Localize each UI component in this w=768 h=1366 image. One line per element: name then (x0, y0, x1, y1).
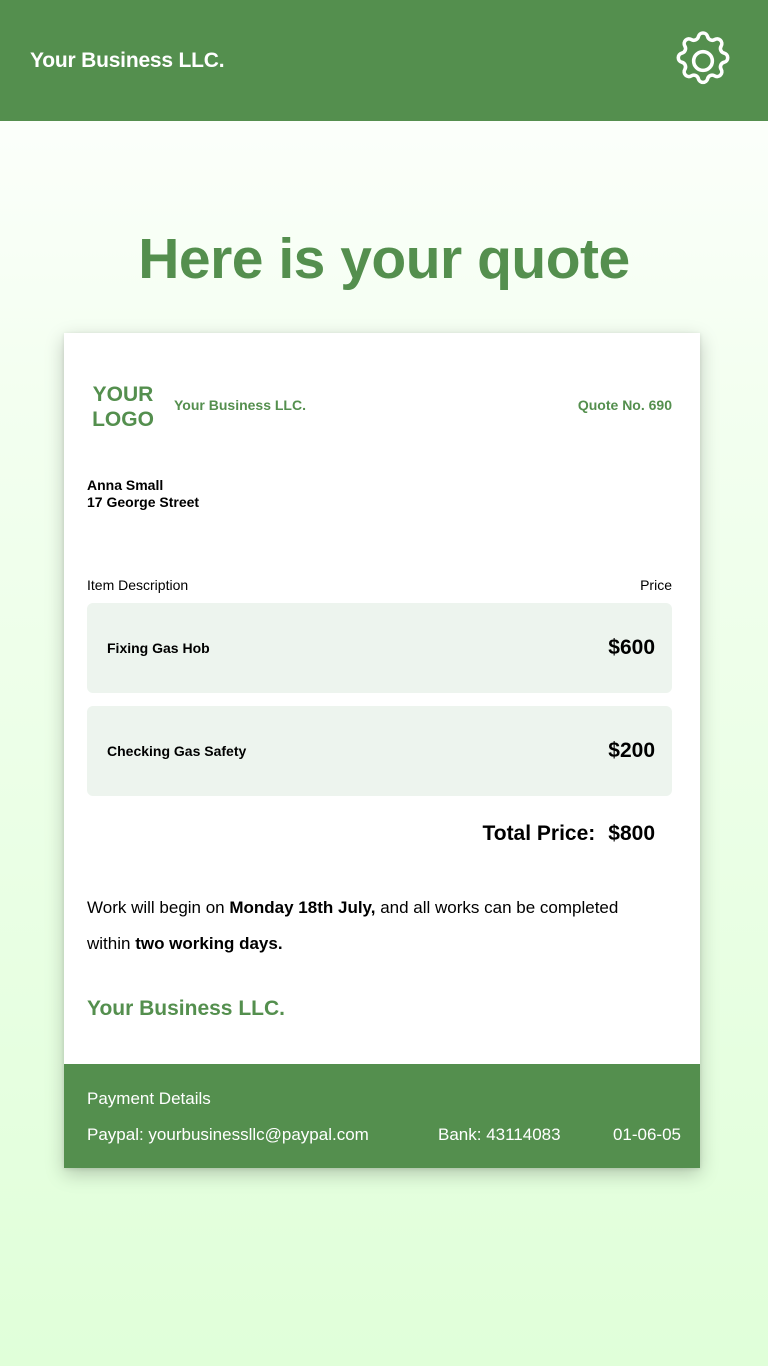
customer-info (87, 477, 199, 511)
logo-line: YOUR (92, 383, 154, 406)
logo-line: LOGO (92, 408, 154, 431)
work-terms (87, 890, 647, 962)
item-description: Fixing Gas Hob (107, 640, 210, 656)
total-row (482, 822, 655, 846)
terms-text: and all works can be completed within (87, 898, 619, 953)
signature: Your Business LLC. (87, 997, 285, 1020)
sort-code: 01-06-05 (612, 1125, 681, 1144)
item-price: $600 (608, 636, 655, 659)
line-item (87, 603, 672, 693)
item-description: Checking Gas Safety (107, 743, 247, 759)
customer-name: Anna Small (87, 477, 164, 493)
customer-address: 17 George Street (87, 494, 200, 510)
gear-icon[interactable] (670, 28, 736, 94)
work-duration: two working days. (135, 934, 283, 953)
total-value: $800 (608, 822, 655, 845)
item-price: $200 (608, 739, 655, 762)
quote-number: Quote No. 690 (577, 397, 672, 413)
payment-heading: Payment Details (87, 1089, 211, 1108)
app-brand: Your Business LLC. (30, 48, 225, 72)
business-name: Your Business LLC. (174, 397, 306, 413)
logo-placeholder (87, 382, 159, 432)
top-bar (0, 0, 768, 121)
bank-account: Bank: 43114083 (438, 1125, 561, 1144)
page-title: Here is your quote (138, 227, 630, 291)
column-header-description: Item Description (87, 577, 189, 593)
total-label: Total Price: (482, 822, 596, 845)
start-date: Monday 18th July, (229, 898, 376, 917)
terms-text: Work will begin on (87, 898, 230, 917)
paypal-account: Paypal: yourbusinessllc@paypal.com (87, 1125, 369, 1144)
column-header-price: Price (640, 577, 672, 593)
quote-card (64, 333, 700, 1168)
line-item (87, 706, 672, 796)
payment-details (64, 1064, 700, 1168)
